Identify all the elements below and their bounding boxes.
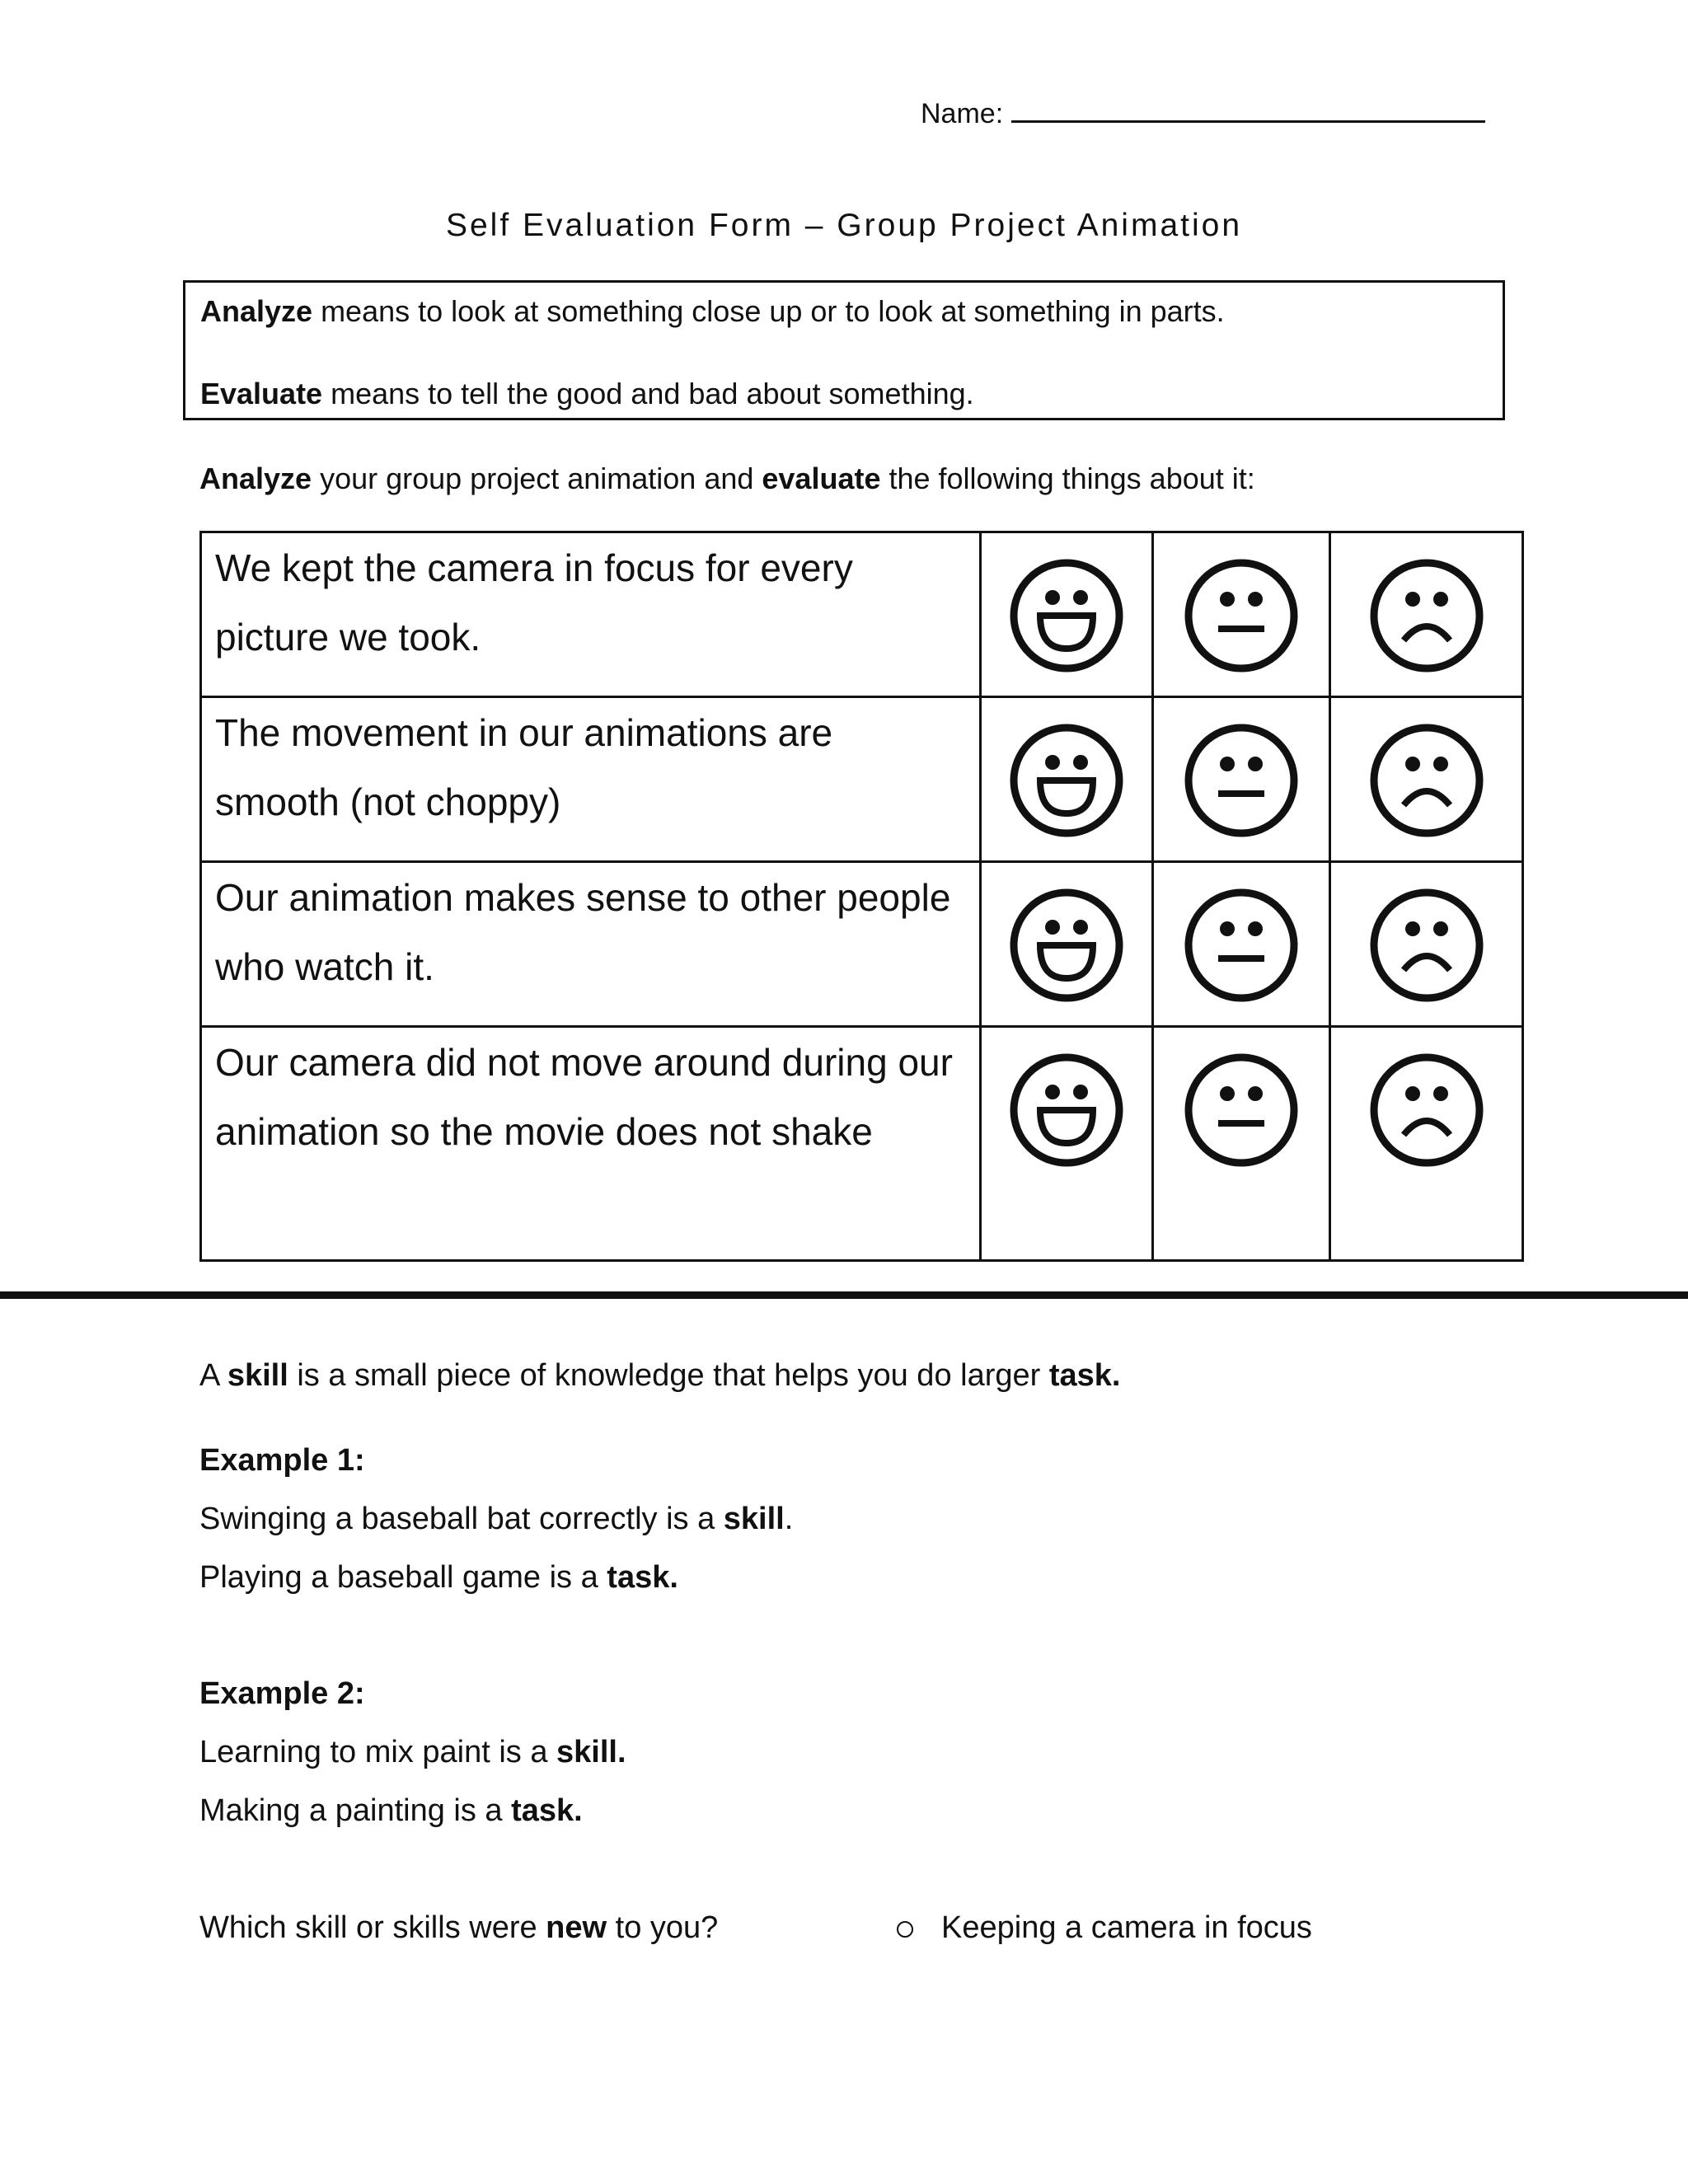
neutral-face-icon[interactable] [1182,556,1301,675]
section-divider [0,1291,1688,1299]
page-title: Self Evaluation Form – Group Project Animation [445,208,1243,243]
rating-cell-neutral[interactable] [1153,532,1330,697]
table-row [201,697,1523,862]
example-line: Learning to mix paint is a skill. [199,1735,626,1769]
definition-analyze [200,294,1225,329]
rating-cell-sad[interactable] [1330,697,1523,862]
rating-cell-happy[interactable] [981,532,1153,697]
happy-face-icon[interactable] [1007,556,1126,675]
rating-cell-happy[interactable] [981,697,1153,862]
example-line: Making a painting is a task. [199,1793,583,1828]
example-line: Swinging a baseball bat correctly is a skill. [199,1502,794,1536]
sad-face-icon[interactable] [1367,1051,1486,1169]
definition-term: Analyze [200,294,313,328]
task-term: task. [1048,1358,1121,1393]
happy-face-icon[interactable] [1007,1051,1126,1169]
new-term: new [546,1910,607,1945]
instruction-term-evaluate: evaluate [762,462,881,495]
rating-cell-neutral[interactable] [1153,862,1330,1027]
skill-definition [199,1358,1120,1394]
skill-term: skill [227,1358,288,1393]
table-row [201,1027,1523,1261]
skill-definition-a: A [199,1358,227,1393]
rating-cell-sad[interactable] [1330,1027,1523,1261]
rating-cell-sad[interactable] [1330,862,1523,1027]
instruction-text-end: the following things about it: [880,462,1255,495]
definition-evaluate [200,377,974,411]
option-label: Keeping a camera in focus [941,1910,1312,1945]
example-skill-term: skill. [556,1735,626,1769]
skill-definition-text: is a small piece of knowledge that helps you do larger [288,1358,1049,1393]
rating-cell-happy[interactable] [981,862,1153,1027]
definition-term: Evaluate [200,377,323,410]
happy-face-icon[interactable] [1007,886,1126,1005]
example-skill-term: skill [723,1502,785,1536]
rating-cell-happy[interactable] [981,1027,1153,1261]
name-line [921,97,1485,130]
option-keeping-camera-focus[interactable] [897,1910,1312,1946]
rating-table [199,531,1524,1262]
instruction [199,462,1255,496]
neutral-face-icon[interactable] [1182,1051,1301,1169]
question-text: Which skill or skills were new to you? [199,1910,719,1945]
statement-cell: We kept the camera in focus for every picture we took. [201,532,981,697]
definitions-box [183,280,1505,420]
definition-text: means to tell the good and bad about something. [322,377,974,410]
rating-cell-sad[interactable] [1330,532,1523,697]
happy-face-icon[interactable] [1007,721,1126,840]
neutral-face-icon[interactable] [1182,886,1301,1005]
table-row [201,862,1523,1027]
table-row [201,532,1523,697]
sad-face-icon[interactable] [1367,556,1486,675]
example-heading: Example 2: [199,1676,365,1711]
definition-text: means to look at something close up or to look at something in parts. [312,294,1225,328]
name-label: Name: [921,98,1004,129]
statement-cell: Our animation makes sense to other people who watch it. [201,862,981,1027]
sad-face-icon[interactable] [1367,721,1486,840]
example-heading: Example 1: [199,1443,365,1478]
example-task-term: task. [607,1560,678,1595]
rating-cell-neutral[interactable] [1153,1027,1330,1261]
statement-cell: Our camera did not move around during our animation so the movie does not shake [201,1027,981,1261]
option-circle-icon[interactable] [897,1921,913,1938]
neutral-face-icon[interactable] [1182,721,1301,840]
rating-cell-neutral[interactable] [1153,697,1330,862]
name-field[interactable] [1011,97,1485,123]
instruction-term-analyze: Analyze [199,462,312,495]
example-line: Playing a baseball game is a task. [199,1560,678,1595]
example-task-term: task. [511,1793,583,1828]
sad-face-icon[interactable] [1367,886,1486,1005]
instruction-text: your group project animation and [312,462,762,495]
statement-cell: The movement in our animations are smooth (not choppy) [201,697,981,862]
